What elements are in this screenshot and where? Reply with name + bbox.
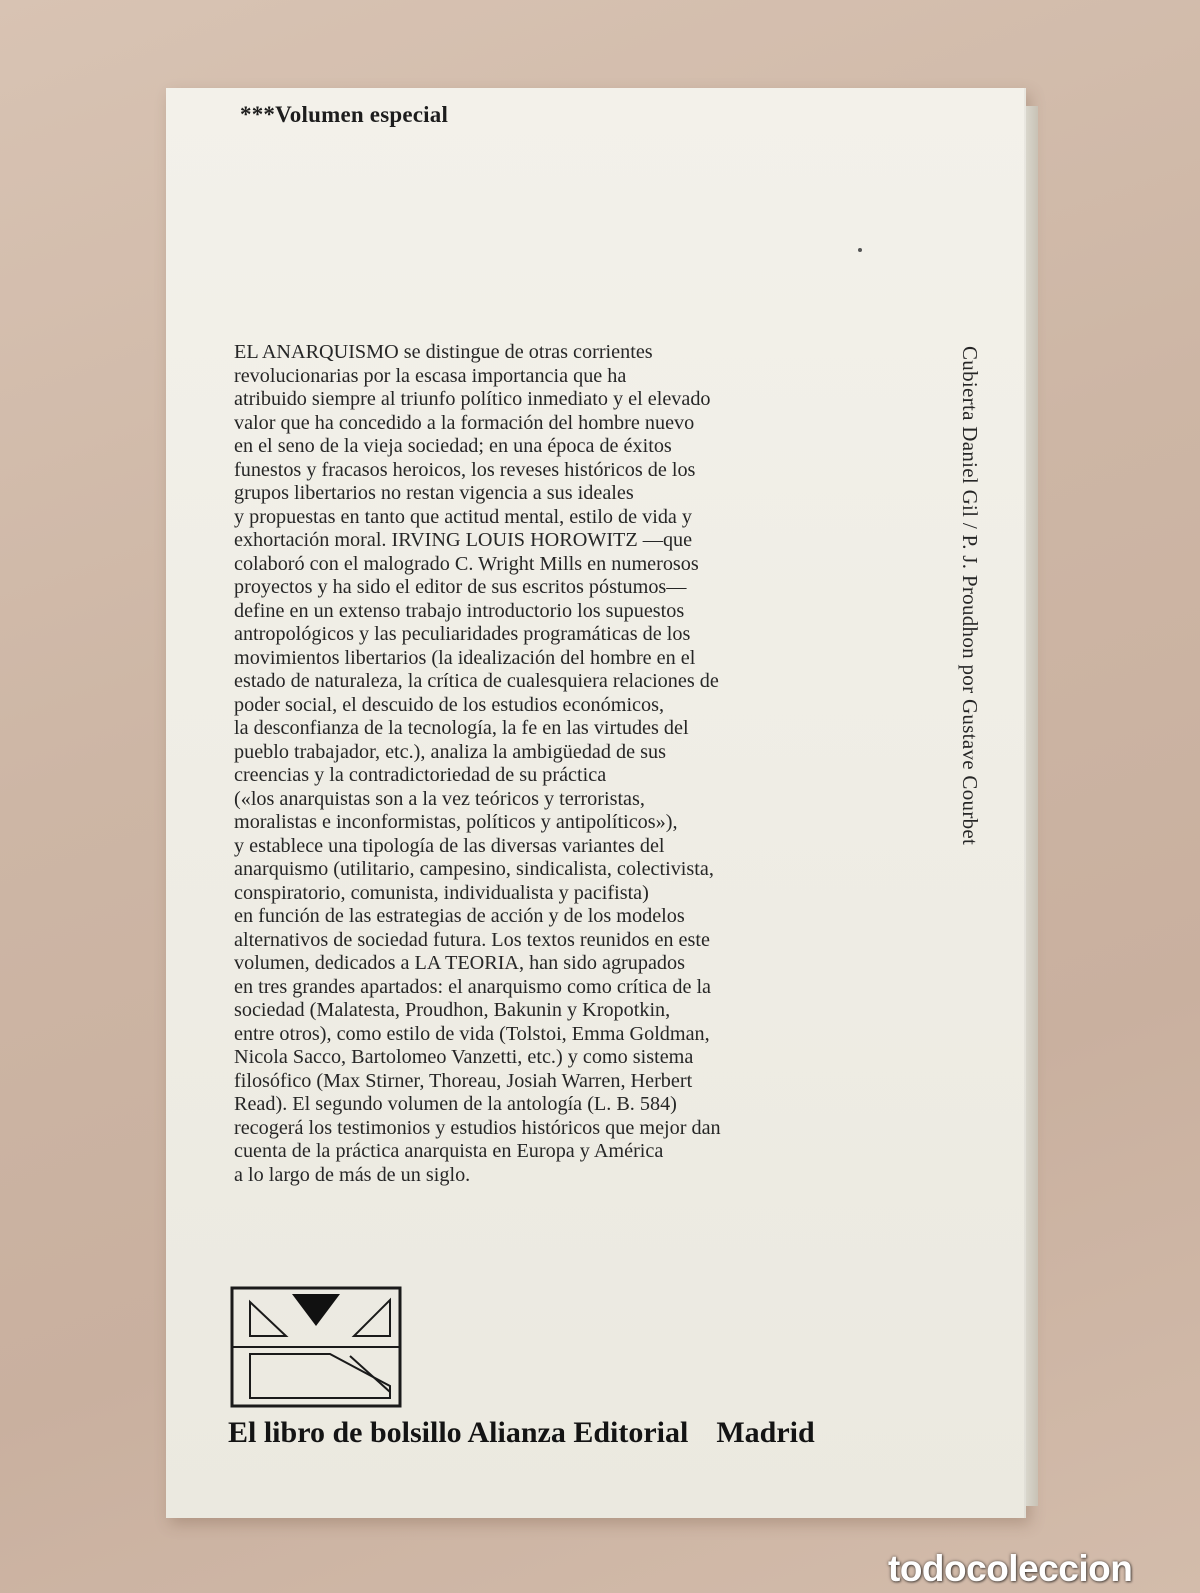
blurb-line: entre otros), como estilo de vida (Tolstoi, Emma Goldman,	[234, 1022, 710, 1045]
blurb-line: funestos y fracasos heroicos, los reveses históricos de los	[234, 458, 696, 481]
alianza-logo	[230, 1286, 402, 1408]
blurb-line: en función de las estrategias de acción y de los modelos	[234, 905, 685, 927]
blurb-line: conspiratorio, comunista, individualista y pacifista)	[234, 881, 649, 904]
cover-credit	[954, 346, 982, 1026]
blurb-line: sociedad (Malatesta, Proudhon, Bakunin y Kropotkin,	[234, 999, 671, 1021]
blurb-line: EL ANARQUISMO se distingue de otras corrientes	[234, 341, 653, 363]
blurb-line: colaboró con el malogrado C. Wright Mills en numerosos	[234, 552, 699, 575]
blurb-line: define en un extenso trabajo introductorio los supuestos	[234, 599, 685, 622]
blurb-line: grupos libertarios no restan vigencia a sus ideales	[234, 482, 634, 504]
blurb-line: exhortación moral. IRVING LOUIS HOROWITZ —que	[234, 529, 693, 551]
print-speck	[858, 248, 862, 252]
blurb-line: Read). El segundo volumen de la antología (L. B. 584)	[234, 1093, 677, 1115]
blurb-line: volumen, dedicados a LA TEORIA, han sido agrupados	[234, 952, 685, 974]
book-spine-edge	[1026, 106, 1038, 1506]
blurb-line: moralistas e inconformistas, políticos y antipolíticos»),	[234, 811, 678, 833]
blurb-line: pueblo trabajador, etc.), analiza la ambigüedad de sus	[234, 740, 666, 763]
cover-credit-text: Cubierta Daniel Gil / P. J. Proudhon por Gustave Courbet	[958, 346, 982, 846]
blurb-line: valor que ha concedido a la formación del hombre nuevo	[234, 411, 695, 434]
blurb-line: antropológicos y las peculiaridades programáticas de los	[234, 623, 691, 645]
book-back-cover	[166, 88, 1026, 1518]
back-cover-blurb	[234, 341, 884, 1187]
blurb-line: anarquismo (utilitario, campesino, sindicalista, colectivista,	[234, 858, 714, 880]
blurb-line: estado de naturaleza, la crítica de cualesquiera relaciones de	[234, 670, 719, 692]
blurb-line: alternativos de sociedad futura. Los textos reunidos en este	[234, 928, 710, 951]
blurb-line: poder social, el descuido de los estudios económicos,	[234, 693, 665, 716]
publisher-name: El libro de bolsillo Alianza Editorial	[228, 1416, 689, 1449]
blurb-line: la desconfianza de la tecnología, la fe en las virtudes del	[234, 717, 689, 739]
blurb-line: revolucionarias por la escasa importancia que ha	[234, 364, 627, 387]
blurb-line: creencias y la contradictoriedad de su práctica	[234, 764, 607, 786]
blurb-line: y establece una tipología de las diversas variantes del	[234, 834, 665, 857]
blurb-line: recogerá los testimonios y estudios históricos que mejor dan	[234, 1116, 721, 1139]
blurb-line: proyectos y ha sido el editor de sus escritos póstumos—	[234, 576, 687, 598]
blurb-line: en el seno de la vieja sociedad; en una época de éxitos	[234, 435, 672, 457]
series-label: ***Volumen especial	[240, 102, 449, 127]
blurb-line: a lo largo de más de un siglo.	[234, 1163, 471, 1186]
blurb-line: Nicola Sacco, Bartolomeo Vanzetti, etc.) y como sistema	[234, 1046, 694, 1068]
blurb-line: en tres grandes apartados: el anarquismo como crítica de la	[234, 975, 712, 998]
blurb-line: movimientos libertarios (la idealización del hombre en el	[234, 646, 696, 669]
watermark-logo: todocoleccion	[888, 1548, 1133, 1589]
blurb-line: y propuestas en tanto que actitud mental, estilo de vida y	[234, 505, 693, 528]
publisher-city: Madrid	[716, 1416, 815, 1449]
blurb-line: («los anarquistas son a la vez teóricos y terroristas,	[234, 787, 645, 810]
blurb-line: cuenta de la práctica anarquista en Europa y América	[234, 1140, 664, 1162]
blurb-line: filosófico (Max Stirner, Thoreau, Josiah Warren, Herbert	[234, 1069, 693, 1092]
publisher-imprint	[228, 1416, 815, 1450]
blurb-line: atribuido siempre al triunfo político inmediato y el elevado	[234, 388, 711, 410]
